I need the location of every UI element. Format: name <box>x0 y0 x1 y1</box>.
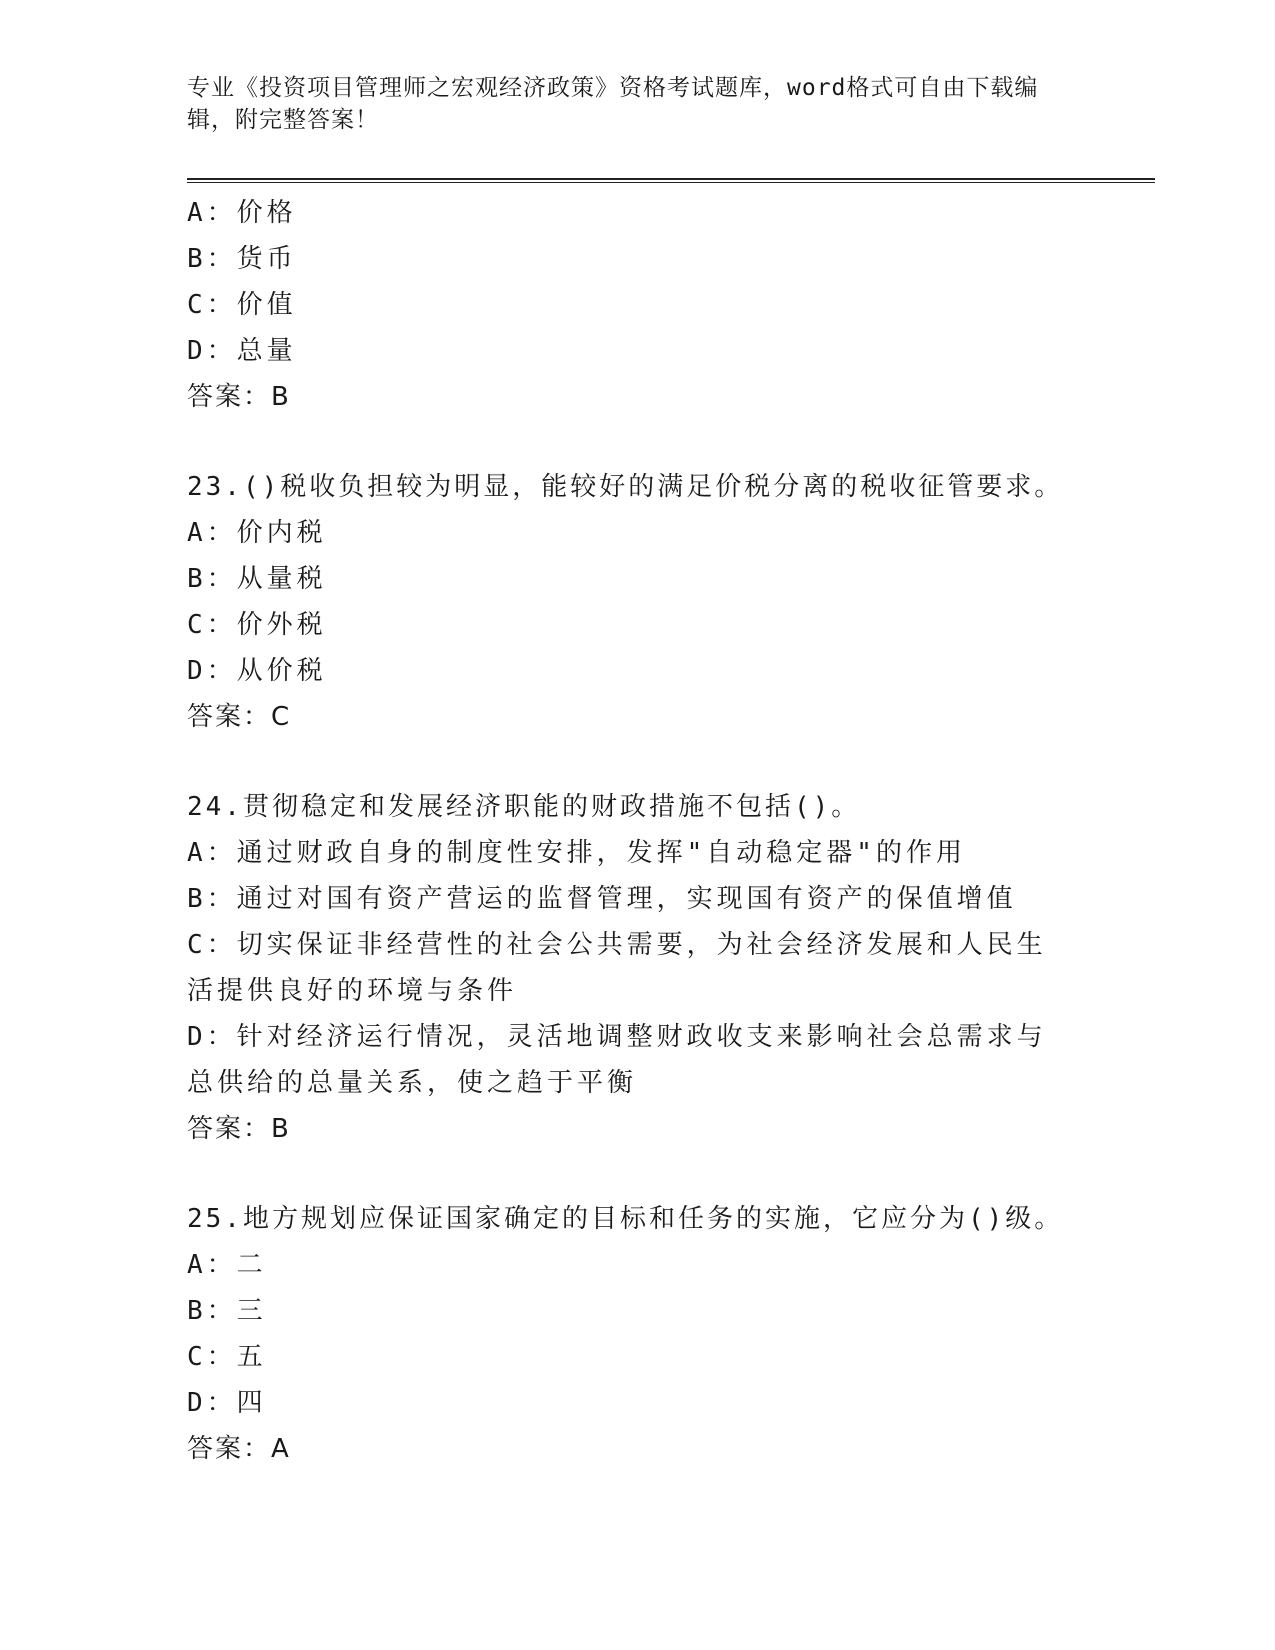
answer-line: 答案：C <box>187 702 292 732</box>
question-text: 23.()税收负担较为明显，能较好的满足价税分离的税收征管要求。 <box>187 472 1064 502</box>
option-a: A：二 <box>187 1250 267 1280</box>
option-d: D：从价税 <box>187 656 327 686</box>
header-rule-thick <box>187 178 1155 180</box>
option-b: B：通过对国有资产营运的监督管理，实现国有资产的保值增值 <box>187 884 1017 914</box>
answer-line: 答案：B <box>187 1114 291 1144</box>
option-a: A：价内税 <box>187 518 327 548</box>
answer-line: 答案：A <box>187 1434 291 1464</box>
option-b: B：货币 <box>187 244 297 274</box>
question-text: 25.地方规划应保证国家确定的目标和任务的实施，它应分为()级。 <box>187 1204 1064 1234</box>
header-rule-thin <box>187 182 1155 183</box>
question-text: 24.贯彻稳定和发展经济职能的财政措施不包括()。 <box>187 792 861 822</box>
option-d: D：总量 <box>187 336 297 366</box>
option-c: C：切实保证非经营性的社会公共需要，为社会经济发展和人民生活提供良好的环境与条件 <box>187 930 1047 1006</box>
option-b: B：从量税 <box>187 564 327 594</box>
question-block-25 <box>187 1196 1087 1472</box>
question-list <box>187 190 1087 1472</box>
option-c: C：五 <box>187 1342 267 1372</box>
document-header: 专业《投资项目管理师之宏观经济政策》资格考试题库，word格式可自由下载编辑，附完整答案！ <box>187 75 1039 133</box>
option-c: C：价值 <box>187 290 297 320</box>
question-block-24 <box>187 784 1087 1152</box>
option-d: D：四 <box>187 1388 267 1418</box>
option-b: B：三 <box>187 1296 267 1326</box>
question-block-prev <box>187 190 1087 420</box>
answer-line: 答案：B <box>187 382 291 412</box>
option-d: D：针对经济运行情况，灵活地调整财政收支来影响社会总需求与总供给的总量关系，使之趋于平衡 <box>187 1022 1047 1098</box>
option-a: A：价格 <box>187 198 297 228</box>
question-block-23 <box>187 464 1087 740</box>
option-a: A：通过财政自身的制度性安排，发挥"自动稳定器"的作用 <box>187 838 966 868</box>
option-c: C：价外税 <box>187 610 327 640</box>
